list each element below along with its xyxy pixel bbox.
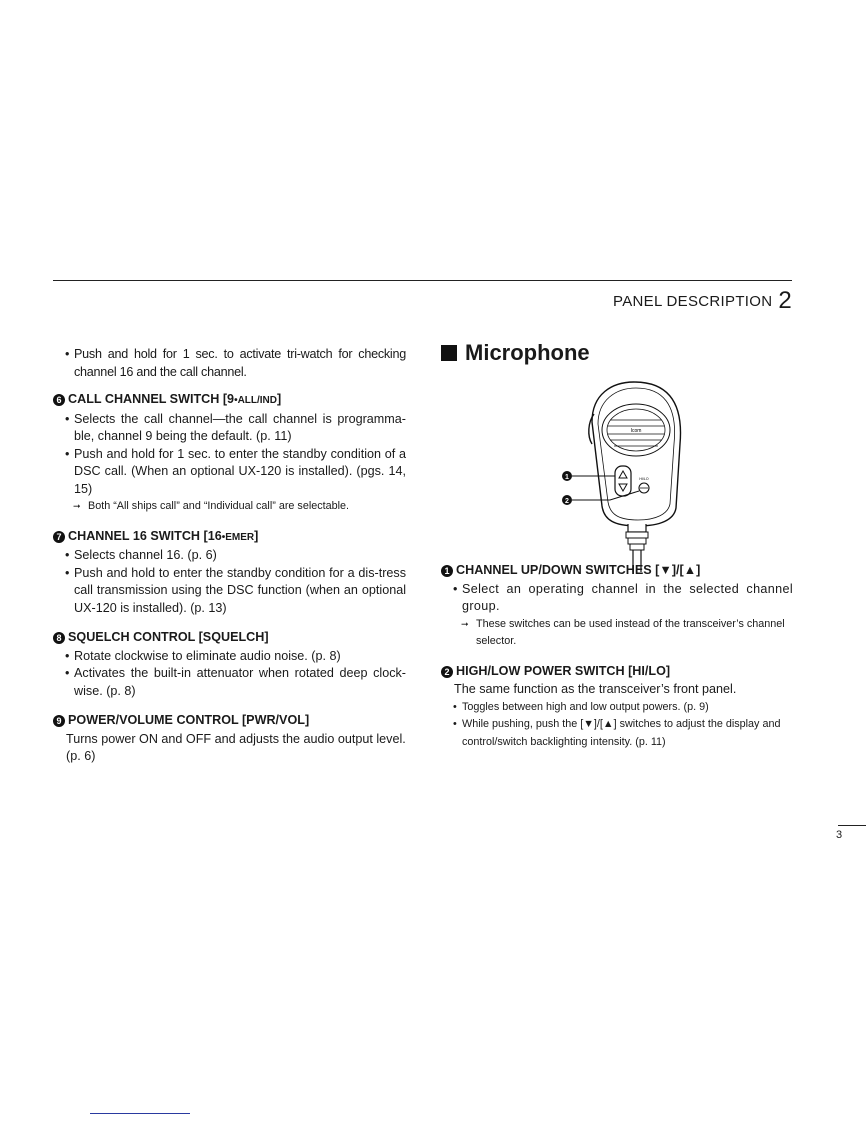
item-heading-call-channel: 6 CALL CHANNEL SWITCH [9•ALL/IND]: [53, 391, 406, 410]
callout-marker: 9: [53, 715, 65, 727]
left-column: [53, 346, 406, 766]
callout-marker: 2: [441, 666, 453, 678]
item-description: Turns power ON and OFF and adjusts the audio output level. (p. 6): [66, 731, 406, 763]
note-item: ➞ These switches can be used instead of the transceiver’s channel selector.: [441, 616, 793, 651]
right-column: [441, 340, 793, 748]
page-number: 3: [836, 829, 843, 841]
item-description: The same function as the transceiver’s front panel.: [454, 682, 737, 696]
callout-2: 2: [565, 498, 569, 505]
bullet-item: • Activates the built-in attenuator when rotated deep clock-wise. (p. 8): [53, 665, 406, 700]
microphone-section-title: Microphone: [441, 344, 793, 362]
intro-bullet: • Push and hold for 1 sec. to activate tri-watch for checking channel 16 and the call channel.: [53, 346, 406, 381]
chapter-number: 2: [778, 287, 792, 314]
callout-marker: 7: [53, 531, 65, 543]
item-heading-hi-lo: 2 HIGH/LOW POWER SWITCH [HI/LO]: [441, 663, 793, 681]
callout-marker: 6: [53, 394, 65, 406]
microphone-illustration: [560, 374, 700, 574]
hilo-label: HI/LO: [639, 477, 649, 481]
bullet-item: • Push and hold for 1 sec. to enter the standby condition of a DSC call. (When an optional UX-120 is installed). (pgs. 14, 15): [53, 446, 406, 499]
section-square-icon: [441, 345, 457, 361]
section-header: [613, 287, 792, 315]
section-label: PANEL DESCRIPTION: [613, 293, 773, 310]
item-heading-channel-16: 7 CHANNEL 16 SWITCH [16•EMER]: [53, 528, 406, 547]
bullet-item: • Push and hold to enter the standby condition for a dis-tress call transmission using the DSC function (when an optional UX-120 is installed). (p. 13): [53, 565, 406, 618]
item-heading-squelch: 8 SQUELCH CONTROL [SQUELCH]: [53, 629, 406, 647]
bullet-item: • Rotate clockwise to eliminate audio noise. (p. 8): [53, 648, 406, 666]
bullet-item: • Selects channel 16. (p. 6): [53, 547, 406, 565]
small-bullet-item: • Toggles between high and low output powers. (p. 9): [441, 699, 793, 717]
mic-logo: Icom: [630, 428, 642, 434]
note-item: ➞ Both “All ships call” and “Individual call” are selectable.: [53, 498, 406, 516]
callout-1: 1: [565, 474, 569, 481]
bullet-item: • Selects the call channel—the call channel is programma-ble, channel 9 being the default. (p. 11): [53, 411, 406, 446]
small-bullet-item: • While pushing, push the [▼]/[▲] switches to adjust the display and control/switch backlighting intensity. (p. 11): [441, 716, 793, 751]
callout-marker: 1: [441, 565, 453, 577]
microphone-items: [441, 552, 793, 751]
bullet-item: • Select an operating channel in the selected channel group.: [441, 581, 793, 616]
callout-marker: 8: [53, 632, 65, 644]
footer-rule: [90, 1113, 190, 1114]
page-tab-line: [838, 825, 866, 826]
item-heading-channel-up-down: 1 CHANNEL UP/DOWN SWITCHES [▼]/[▲]: [441, 562, 793, 580]
header-rule: [53, 280, 792, 281]
item-heading-power-volume: 9 POWER/VOLUME CONTROL [PWR/VOL]: [53, 712, 406, 730]
